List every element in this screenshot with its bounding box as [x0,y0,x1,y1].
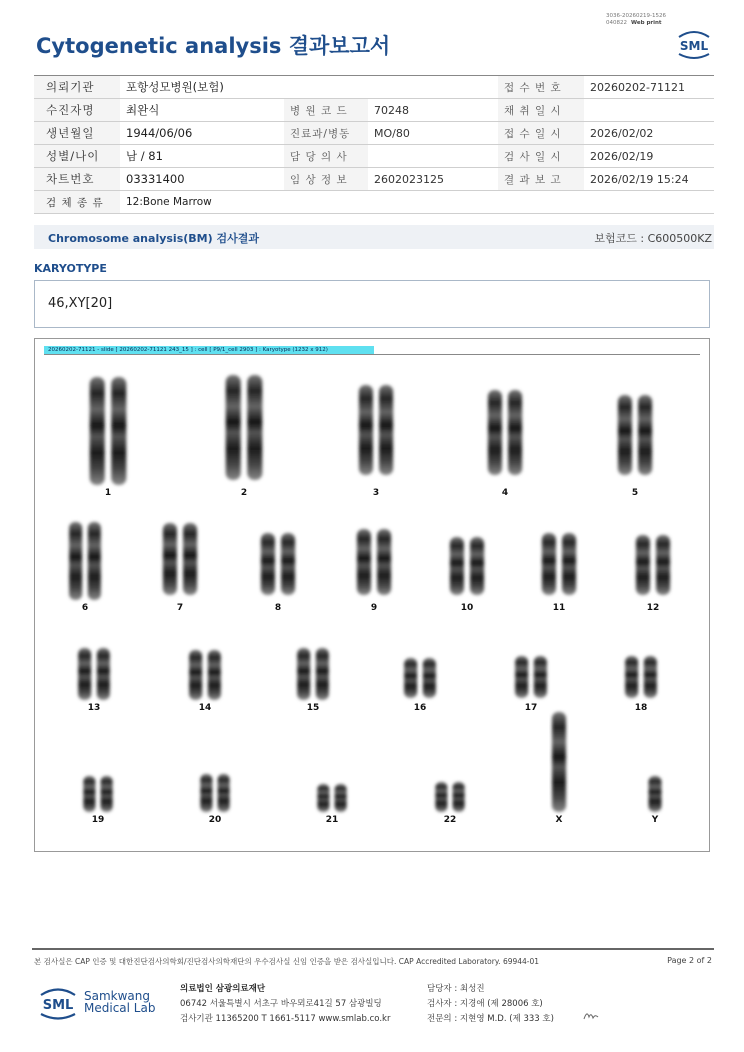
chromosome-pair-7 [163,523,197,595]
chromosome-label: 18 [634,703,648,713]
chromosome [183,523,197,595]
label-sex-age: 성별/나이 [34,145,120,168]
org-contact: 검사기관 11365200 T 1661-5117 www.smlab.co.kr [180,1014,391,1024]
chromosome-pair-Y [649,776,662,812]
info-row [34,99,714,122]
karyotype-result-box [34,280,710,328]
chromosome [453,782,465,812]
chromosome [247,375,262,480]
chromosome-pair-21 [317,784,346,812]
value-clinical-info: 2602023125 [368,168,498,191]
chromosome [200,774,212,812]
chromosome [218,774,230,812]
chromosome-label: 5 [631,488,639,498]
chromosome-label: 11 [552,603,566,613]
sml-logo [674,26,714,62]
org-address: 06742 서울특별시 서초구 바우뫼로41길 57 삼광빌딩 [180,999,382,1009]
chromosome [508,390,522,475]
staff-specialist: 전문의 : 지현영 M.D. (제 333 호) [427,1014,554,1024]
chromosome-pair-2 [226,375,263,480]
chromosome-label: X [555,815,563,825]
chromosome [552,712,566,812]
chromosome-pair-6 [69,522,101,600]
chromosome [450,537,464,595]
divider [44,354,700,355]
chromosome-label: 20 [208,815,222,825]
chromosome-pair-19 [83,776,112,812]
chromosome [101,776,113,812]
label-receipt-date: 접 수 일 시 [498,122,584,145]
chromosome-label: 9 [370,603,378,613]
chromosome-pair-18 [625,656,657,698]
patient-info-table [34,75,714,214]
karyogram-image [35,360,709,850]
page-title: Cytogenetic analysis 결과보고서 [36,34,391,58]
label-accession-no: 접 수 번 호 [498,76,584,99]
chromosome-pair-17 [515,656,547,698]
chromosome-label: 16 [413,703,427,713]
print-code: 3036-20260219-1526 040822 Web print [606,13,666,26]
value-department-ward: MO/80 [368,122,498,145]
chromosome-pair-10 [450,537,484,595]
label-hospital-code: 병 원 코 드 [284,99,368,122]
chromosome-pair-4 [488,390,522,475]
svg-text:SML: SML [42,998,74,1013]
value-accession-no: 20260202-71121 [584,76,714,99]
chromosome [649,776,662,812]
value-collection-date [584,99,714,122]
chromosome-label: 1 [104,488,112,498]
chromosome [335,784,347,812]
chromosome [379,385,393,475]
lab-name: Samkwang Medical Lab [84,989,156,1015]
chromosome-label: 3 [372,488,380,498]
chromosome-pair-8 [261,533,295,595]
chromosome-pair-5 [618,395,652,475]
chromosome [226,375,241,480]
chromosome-label: 10 [460,603,474,613]
result-section-title: Chromosome analysis(BM) 검사결과 [48,232,259,245]
chromosome-label: 8 [274,603,282,613]
svg-text:SML: SML [679,39,709,53]
chromosome-pair-X [552,712,566,812]
chromosome [404,658,417,698]
value-birth-date: 1944/06/06 [120,122,284,145]
label-specimen-type: 검 체 종 류 [34,191,120,214]
chromosome [208,650,221,700]
chromosome [515,656,528,698]
label-department-ward: 진료과/병동 [284,122,368,145]
chromosome [359,385,373,475]
chromosome [435,782,447,812]
value-hospital-code: 70248 [368,99,498,122]
chromosome-label: 2 [240,488,248,498]
value-report-date: 2026/02/19 15:24 [584,168,714,191]
chromosome [78,648,91,700]
chromosome-label: 7 [176,603,184,613]
chromosome-pair-11 [542,533,576,595]
chromosome [281,533,295,595]
chromosome [189,650,202,700]
chromosome [261,533,275,595]
label-collection-date: 채 취 일 시 [498,99,584,122]
chromosome-pair-12 [636,535,670,595]
value-physician [368,145,498,168]
value-chart-no: 03331400 [120,168,284,191]
label-clinical-info: 임 상 정 보 [284,168,368,191]
value-sex-age: 남 / 81 [120,145,284,168]
chromosome [638,395,652,475]
chromosome [163,523,177,595]
chromosome [562,533,576,595]
label-patient-name: 수진자명 [34,99,120,122]
page-number: Page 2 of 2 [667,956,712,965]
chromosome [534,656,547,698]
footer-divider [32,948,714,950]
chromosome-pair-3 [359,385,393,475]
karyotype-result: 46,XY[20] [48,296,113,311]
chromosome-label: 19 [91,815,105,825]
chromosome [90,377,105,485]
chromosome [83,776,95,812]
chromosome [316,648,329,700]
chromosome [656,535,670,595]
label-requesting-institution: 의뢰기관 [34,76,120,99]
chromosome [317,784,329,812]
chromosome-pair-9 [357,529,391,595]
info-row [34,76,714,99]
chromosome-pair-22 [435,782,464,812]
chromosome-label: 21 [325,815,339,825]
info-row [34,122,714,145]
chromosome-label: 12 [646,603,660,613]
chromosome-label: 15 [306,703,320,713]
staff-in-charge: 담당자 : 최성진 [427,984,485,994]
samkwang-logo [36,983,80,1023]
value-specimen-type: 12:Bone Marrow [120,191,714,214]
chromosome [636,535,650,595]
value-receipt-date: 2026/02/02 [584,122,714,145]
staff-examiner: 검사자 : 지경애 (제 28006 호) [427,999,543,1009]
specialist-signature [582,1008,600,1022]
accreditation-note: 본 검사실은 CAP 인증 및 대한진단검사의학회/진단검사의학재단의 우수검사실 신임 인증을 받은 검사실입니다. CAP Accredited Laboratory. 69944-01 [34,957,540,966]
chromosome [644,656,657,698]
info-row [34,191,714,214]
karyogram-caption: 20260202-71121 - slide [ 20260202-71121 243_15 ] : cell [ P9/1_cell 2903 ] : Karyotype (1232 x 912) [44,346,374,354]
insurance-code: 보험코드 : C600500KZ [594,232,712,245]
label-test-date: 검 사 일 시 [498,145,584,168]
chromosome [357,529,371,595]
label-report-date: 결 과 보 고 [498,168,584,191]
chromosome-pair-14 [189,650,221,700]
organization-info [180,982,390,1027]
value-requesting-institution: 포항성모병원(보험) [120,76,498,99]
chromosome-label: 22 [443,815,457,825]
chromosome-label: Y [651,815,659,825]
staff-info [427,982,554,1027]
chromosome [377,529,391,595]
chromosome-label: 6 [81,603,89,613]
chromosome [542,533,556,595]
chromosome [297,648,310,700]
chromosome-label: 4 [501,488,509,498]
label-physician: 담 당 의 사 [284,145,368,168]
info-row [34,145,714,168]
chromosome-pair-16 [404,658,436,698]
chromosome [488,390,502,475]
chromosome-label: 13 [87,703,101,713]
value-patient-name: 최완식 [120,99,284,122]
chromosome [618,395,632,475]
chromosome [97,648,110,700]
chromosome [470,537,484,595]
value-test-date: 2026/02/19 [584,145,714,168]
karyotype-label: KARYOTYPE [34,262,107,275]
info-row [34,168,714,191]
chromosome [88,522,101,600]
label-chart-no: 차트번호 [34,168,120,191]
chromosome [625,656,638,698]
chromosome-pairs [69,375,670,812]
chromosome-label: 17 [524,703,538,713]
chromosome-label: 14 [198,703,212,713]
chromosome-pair-13 [78,648,110,700]
org-name: 의료법인 삼광의료재단 [180,984,266,994]
chromosome [69,522,82,600]
chromosome [111,377,126,485]
label-birth-date: 생년월일 [34,122,120,145]
chromosome-pair-1 [90,377,127,485]
chromosome-pair-15 [297,648,329,700]
chromosome-pair-20 [200,774,229,812]
chromosome [423,658,436,698]
